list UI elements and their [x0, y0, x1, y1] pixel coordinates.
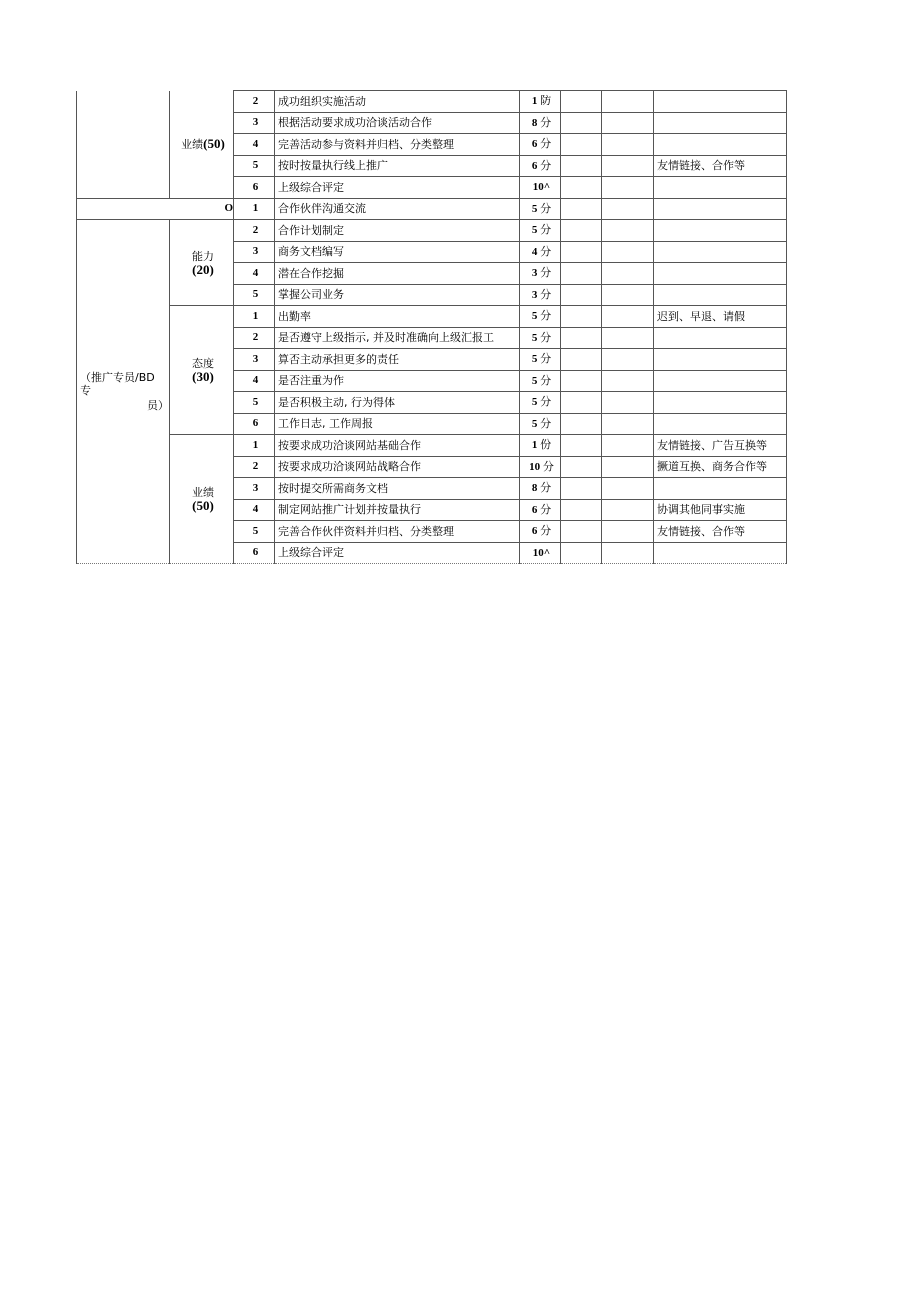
blank-cell	[561, 349, 602, 371]
item-text: 按要求成功洽谈网站战略合作	[275, 456, 520, 478]
blank-cell	[602, 241, 654, 263]
score-cell: 8 分	[520, 112, 561, 134]
blank-cell	[602, 198, 654, 220]
row-number: 5	[234, 155, 275, 177]
score-cell: 4 分	[520, 241, 561, 263]
note-cell	[654, 284, 787, 306]
item-text: 完善合作伙伴资料并归档、分类整理	[275, 521, 520, 543]
row-number: 6	[234, 177, 275, 199]
score-cell: 6 分	[520, 155, 561, 177]
score-cell: 10 分	[520, 456, 561, 478]
row-number: 1	[234, 435, 275, 457]
blank-cell	[561, 112, 602, 134]
group-points: (30)	[192, 369, 214, 384]
blank-cell	[602, 478, 654, 500]
row-number: 5	[234, 392, 275, 414]
row-number: 1	[234, 306, 275, 328]
score-cell: 6 分	[520, 521, 561, 543]
o-label: O	[77, 198, 234, 220]
role-line-1: （推广专员/BD	[80, 371, 155, 384]
note-cell	[654, 542, 787, 564]
blank-cell	[561, 284, 602, 306]
role-cell	[77, 220, 170, 564]
role-cell-top	[77, 91, 170, 199]
item-text: 上级综合评定	[275, 177, 520, 199]
blank-cell	[602, 435, 654, 457]
note-cell: 友情链接、广告互换等	[654, 435, 787, 457]
score-cell: 1 防	[520, 91, 561, 113]
note-cell	[654, 220, 787, 242]
row-number: 3	[234, 241, 275, 263]
blank-cell	[602, 499, 654, 521]
item-text: 按时按量执行线上推广	[275, 155, 520, 177]
evaluation-sheet	[76, 90, 787, 564]
row-number: 2	[234, 456, 275, 478]
row-number: 4	[234, 370, 275, 392]
item-text: 工作日志, 工作周报	[275, 413, 520, 435]
item-text: 合作伙伴沟通交流	[275, 198, 520, 220]
group-attitude	[170, 306, 234, 435]
item-text: 潜在合作挖掘	[275, 263, 520, 285]
role-line-3: 员）	[147, 399, 169, 412]
blank-cell	[561, 177, 602, 199]
row-number: 5	[234, 284, 275, 306]
row-number: 3	[234, 112, 275, 134]
blank-cell	[561, 263, 602, 285]
group-points: (50)	[203, 136, 225, 151]
blank-cell	[602, 91, 654, 113]
blank-cell	[602, 306, 654, 328]
blank-cell	[561, 478, 602, 500]
group-label: 能力	[192, 249, 214, 263]
blank-cell	[602, 392, 654, 414]
note-cell	[654, 177, 787, 199]
note-cell: 迟到、早退、请假	[654, 306, 787, 328]
blank-cell	[561, 413, 602, 435]
score-cell: 5 分	[520, 306, 561, 328]
score-cell: 1 份	[520, 435, 561, 457]
note-cell: 撅道互换、商务合作等	[654, 456, 787, 478]
row-number: 3	[234, 478, 275, 500]
note-cell	[654, 134, 787, 156]
row-number: 5	[234, 521, 275, 543]
note-cell	[654, 91, 787, 113]
table-row	[77, 306, 787, 328]
table-row	[77, 435, 787, 457]
item-text: 算否主动承担更多的责任	[275, 349, 520, 371]
blank-cell	[561, 155, 602, 177]
score-cell: 10^	[520, 542, 561, 564]
kpi-table	[76, 90, 787, 564]
score-cell: 3 分	[520, 263, 561, 285]
row-number: 1	[234, 198, 275, 220]
blank-cell	[561, 542, 602, 564]
blank-cell	[602, 413, 654, 435]
row-number: 2	[234, 91, 275, 113]
note-cell	[654, 241, 787, 263]
row-number: 4	[234, 134, 275, 156]
blank-cell	[561, 435, 602, 457]
item-text: 掌握公司业务	[275, 284, 520, 306]
blank-cell	[561, 198, 602, 220]
blank-cell	[561, 370, 602, 392]
note-cell	[654, 112, 787, 134]
blank-cell	[561, 241, 602, 263]
blank-cell	[561, 327, 602, 349]
blank-cell	[602, 112, 654, 134]
blank-cell	[561, 392, 602, 414]
score-cell: 5 分	[520, 198, 561, 220]
row-number: 2	[234, 220, 275, 242]
note-cell	[654, 198, 787, 220]
blank-cell	[602, 134, 654, 156]
group-label: 业绩	[181, 138, 204, 151]
item-text: 按时提交所需商务文档	[275, 478, 520, 500]
row-number: 2	[234, 327, 275, 349]
role-line-2: 专	[80, 384, 91, 397]
note-cell	[654, 413, 787, 435]
blank-cell	[561, 134, 602, 156]
blank-cell	[561, 456, 602, 478]
note-cell: 协调其他同事实施	[654, 499, 787, 521]
score-cell: 5 分	[520, 370, 561, 392]
group-points: (50)	[192, 498, 214, 513]
blank-cell	[602, 521, 654, 543]
blank-cell	[602, 542, 654, 564]
score-cell: 5 分	[520, 349, 561, 371]
score-cell: 3 分	[520, 284, 561, 306]
score-cell: 5 分	[520, 392, 561, 414]
blank-cell	[561, 306, 602, 328]
blank-cell	[602, 263, 654, 285]
note-cell	[654, 392, 787, 414]
score-cell: 5 分	[520, 327, 561, 349]
blank-cell	[561, 220, 602, 242]
score-cell: 10^	[520, 177, 561, 199]
blank-cell	[602, 327, 654, 349]
blank-cell	[602, 370, 654, 392]
group-ability	[170, 220, 234, 306]
group-performance-top	[170, 91, 234, 199]
row-number: 3	[234, 349, 275, 371]
table-row	[77, 198, 787, 220]
note-cell: 友情链接、合作等	[654, 155, 787, 177]
item-text: 是否遵守上级指示, 并及时准确向上级汇报工	[275, 327, 520, 349]
blank-cell	[561, 521, 602, 543]
row-number: 6	[234, 413, 275, 435]
blank-cell	[602, 220, 654, 242]
table-row	[77, 220, 787, 242]
note-cell	[654, 349, 787, 371]
score-cell: 5 分	[520, 413, 561, 435]
score-cell: 6 分	[520, 499, 561, 521]
note-cell	[654, 370, 787, 392]
blank-cell	[561, 499, 602, 521]
item-text: 出勤率	[275, 306, 520, 328]
note-cell	[654, 327, 787, 349]
blank-cell	[602, 456, 654, 478]
item-text: 商务文档编写	[275, 241, 520, 263]
blank-cell	[602, 155, 654, 177]
note-cell	[654, 263, 787, 285]
blank-cell	[602, 284, 654, 306]
row-number: 4	[234, 499, 275, 521]
item-text: 根据活动要求成功洽谈活动合作	[275, 112, 520, 134]
item-text: 按要求成功洽谈网站基础合作	[275, 435, 520, 457]
group-points: (20)	[192, 261, 214, 277]
table-row	[77, 91, 787, 113]
item-text: 是否积极主动, 行为得体	[275, 392, 520, 414]
row-number: 6	[234, 542, 275, 564]
item-text: 制定网站推广计划并按量执行	[275, 499, 520, 521]
group-label: 态度	[192, 357, 214, 370]
score-cell: 5 分	[520, 220, 561, 242]
item-text: 上级综合评定	[275, 542, 520, 564]
row-number: 4	[234, 263, 275, 285]
group-performance	[170, 435, 234, 564]
item-text: 是否注重为作	[275, 370, 520, 392]
item-text: 完善活动参与资料并归档、分类整理	[275, 134, 520, 156]
item-text: 合作计划制定	[275, 220, 520, 242]
score-cell: 6 分	[520, 134, 561, 156]
note-cell	[654, 478, 787, 500]
blank-cell	[602, 349, 654, 371]
blank-cell	[602, 177, 654, 199]
note-cell: 友情链接、合作等	[654, 521, 787, 543]
item-text: 成功组织实施活动	[275, 91, 520, 113]
score-cell: 8 分	[520, 478, 561, 500]
group-label: 业绩	[192, 486, 214, 499]
blank-cell	[561, 91, 602, 113]
